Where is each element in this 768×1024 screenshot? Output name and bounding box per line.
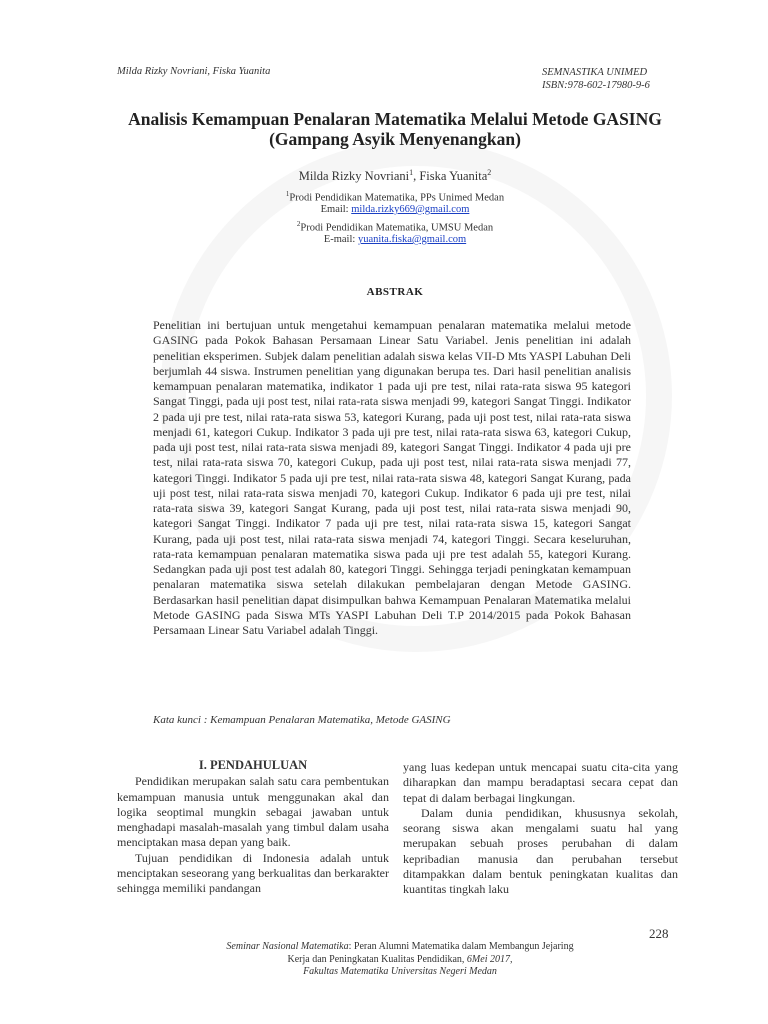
affiliation-1-sup: 1 — [285, 190, 290, 198]
author-1: Milda Rizky Novriani — [298, 169, 410, 184]
intro-paragraph-4: Dalam dunia pendidikan, khususnya sekolah, seorang siswa akan mengalami suatu hal yang merupakan sebuah proses perubahan di dalam kepribadian manusia dan perubahan tersebut ditampakkan dalam bentuk peningkatan kualitas dan kuantitas tingkah laku — [403, 805, 678, 897]
footer-line-3: Fakultas Matematika Universitas Negeri Medan — [303, 966, 497, 977]
intro-paragraph-1: Pendidikan merupakan salah satu cara pembentukan kemampuan manusia untuk menggunakan akal dan logika seoptimal mungkin sebagai jawaban untuk menghadapi masalah-masalah yang timbul dalam usaha menciptakan masa depan yang baik. — [117, 774, 389, 850]
footer-line-2-text: Kerja dan Peningkatan Kualitas Pendidikan, — [287, 953, 467, 965]
affiliation-2-text: Prodi Pendidikan Matematika, UMSU Medan — [300, 222, 494, 234]
email-2-label: E-mail: — [323, 234, 358, 245]
abstract-body: Penelitian ini bertujuan untuk mengetahui kemampuan penalaran matematika melalui metode GASING pada Pokok Bahasan Persamaan Linear Satu Variabel. Jenis penelitian ini adalah penelitian eksperimen. Subjek dalam penelitian adalah siswa kelas VII-D Mts YASPI Labuhan Deli berjumlah 44 siswa. Instrumen penelitian yang digunakan berupa tes. Dari hasil penelitian analisis kemampuan penalaran matematika, indikator 1 pada uji pre test, nilai rata-rata siswa 95 kategori Sangat Tinggi, pada uji post test, nilai rata-rata siswa menjadi 99, kategori Sangat Tinggi. Indikator 2 pada uji pre test, nilai rata-rata siswa 53, kategori Kurang, pada uji post test, nilai rata-rata siswa menjadi 61, kategori Cukup. Indikator 3 pada uji pre test, nilai rata-rata siswa 63, kategori Cukup, pada uji post test, nilai rata-rata siswa menjadi 89, kategori Sangat Tinggi. Indikator 4 pada uji pre test, nilai rata-rata siswa 70, kategori Cukup, pada uji post test, nilai rata-rata siswa menjadi 77, kategori Tinggi. Indikator 5 pada uji pre test, nilai rata-rata siswa 48, kategori Sangat Kurang, pada uji post test, nilai rata-rata siswa menjadi 70, kategori Cukup. Indikator 6 pada uji pre test, nilai rata-rata siswa 39, kategori Sangat Kurang, pada uji post test, nilai rata-rata siswa menjadi 90, kategori Sangat Tinggi. Indikator 7 pada uji pre test, nilai rata-rata siswa 15, kategori Sangat Kurang, pada uji post test, nilai rata-rata siswa menjadi 74, kategori Tinggi. Secara keseluruhan, rata-rata kemampuan penalaran matematika siswa pada uji pre test adalah 55, kategori Kurang. Sedangkan pada uji post test adalah 80, kategori Tinggi. Sehingga terjadi peningkatan kemampuan penalaran matematika siswa setelah dilakukan pembelajaran dengan Metode GASING. Berdasarkan hasil penelitian dapat disimpulkan bahwa Kemampuan Penalaran Matematika melalui Metode GASING pada Siswa MTs YASPI Labuhan Deli T.P 2014/2015 pada Pokok Bahasan Persamaan Linear Satu Variabel adalah Tinggi. — [153, 318, 631, 637]
running-header-authors: Milda Rizky Novriani, Fiska Yuanita — [117, 66, 271, 77]
isbn: ISBN:978-602-17980-9-6 — [542, 80, 650, 91]
affiliation-2-sup: 2 — [296, 220, 301, 228]
section-heading: I. PENDAHULUAN — [198, 758, 308, 772]
conference-name: SEMNASTIKA UNIMED — [542, 67, 648, 78]
author-line — [100, 168, 690, 184]
footer-date: 6Mei 2017, — [466, 953, 513, 965]
author-separator: , — [413, 169, 420, 184]
running-header-conference — [542, 66, 650, 92]
right-column — [403, 760, 678, 898]
title-line-1: Analisis Kemampuan Penalaran Matematika Melalui Metode GASING — [128, 109, 662, 129]
footer-seminar-name: Seminar Nasional Matematika — [226, 941, 349, 952]
author-2: Fiska Yuanita — [419, 169, 488, 184]
page-number: 228 — [649, 926, 669, 941]
keywords: Kata kunci : Kemampuan Penalaran Matematika, Metode GASING — [153, 714, 451, 726]
title-line-2: (Gampang Asyik Menyenangkan) — [269, 129, 521, 149]
affiliation-1-text: Prodi Pendidikan Matematika, PPs Unimed Medan — [289, 192, 505, 204]
intro-paragraph-3: yang luas kedepan untuk mencapai suatu cita-cita yang diharapkan dan mampu beradaptasi secara cepat dan tepat di dalam berbagai lingkungan. — [403, 760, 678, 805]
paper-title — [100, 109, 690, 149]
footer-line-1 — [150, 941, 650, 954]
email-2-link[interactable]: yuanita.fiska@gmail.com — [357, 234, 467, 245]
email-1-label: Email: — [320, 204, 352, 215]
page-footer — [150, 941, 650, 979]
email-1-link[interactable]: milda.rizky669@gmail.com — [351, 204, 470, 215]
author-2-sup: 2 — [487, 168, 492, 177]
footer-line-1-rest: : Peran Alumni Matematika dalam Membangun Jejaring — [348, 941, 574, 952]
email-2-line — [100, 233, 690, 246]
abstract-heading: ABSTRAK — [366, 286, 424, 298]
left-column — [117, 758, 389, 897]
author-1-sup: 1 — [409, 168, 414, 177]
intro-paragraph-2: Tujuan pendidikan di Indonesia adalah untuk menciptakan seseorang yang berkualitas dan berkarakter sehingga memiliki pandangan — [117, 850, 389, 896]
email-1-line — [100, 203, 690, 216]
footer-line-2 — [150, 954, 650, 967]
